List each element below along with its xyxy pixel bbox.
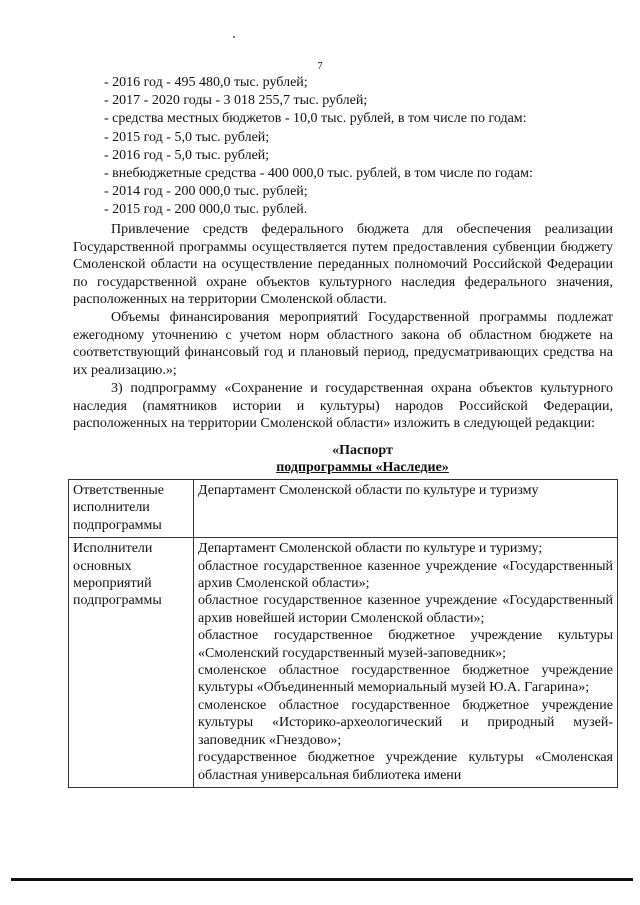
list-item: - 2015 год - 200 000,0 тыс. рублей. [104, 202, 308, 218]
scan-speck [233, 36, 235, 38]
executor-item: смоленское областное государственное бюджетное учреждение культуры «Историко-археологический и природный музей-заповедник «Гнездово»; [198, 697, 613, 748]
list-item: - 2016 год - 5,0 тыс. рублей; [104, 147, 270, 163]
budget-list [104, 74, 533, 220]
executor-item: областное государственное казенное учреждение «Государственный архив новейшей истории Смоленской области»; [198, 593, 613, 626]
row-label: Исполнители основных мероприятий подпрограммы [69, 538, 194, 788]
page-number: 7 [317, 60, 323, 72]
paragraph-federal-funds: Привлечение средств федерального бюджета для обеспечения реализации Государственной программы осуществляется путем предоставления субвенции бюджету Смоленской области на осуществление переданных полномочий Российской Федерации по государственной охране объектов культурного наследия федерального значения, расположенных на территории Смоленской области. [73, 222, 613, 308]
passport-title: «Паспорт [332, 443, 393, 458]
list-item: - внебюджетные средства - 400 000,0 тыс. рублей, в том числе по годам: [104, 166, 533, 182]
passport-table [68, 479, 618, 788]
executor-item: областное государственное бюджетное учреждение культуры «Смоленский государственный музей-заповедник»; [198, 628, 613, 661]
list-item: - 2015 год - 5,0 тыс. рублей; [104, 129, 270, 145]
page-bottom-rule [11, 878, 633, 881]
table-row [69, 480, 618, 538]
executor-item: смоленское областное государственное бюджетное учреждение культуры «Объединенный мемориальный музей Ю.А. Гагарина»; [198, 663, 613, 696]
row-label: Ответственные исполнители подпрограммы [69, 480, 194, 538]
executor-item: областное государственное казенное учреждение «Государственный архив Смоленской области»; [198, 558, 613, 592]
row-value: Департамент Смоленской области по культуре и туризму [194, 480, 618, 538]
row-value [194, 538, 618, 788]
paragraph-item-3: 3) подпрограмму «Сохранение и государственная охрана объектов культурного наследия (памятников истории и культуры) народов Российской Федерации, расположенных на территории Смоленской области» изложить в следующей редакции: [73, 381, 613, 432]
list-item: - средства местных бюджетов - 10,0 тыс. рублей, в том числе по годам: [104, 111, 527, 127]
executor-item: государственное бюджетное учреждение культуры «Смоленская областная универсальная библиотека имени [198, 750, 613, 783]
list-item: - 2016 год - 495 480,0 тыс. рублей; [104, 75, 308, 90]
table-row [69, 538, 618, 788]
list-item: - 2017 - 2020 годы - 3 018 255,7 тыс. рублей; [104, 93, 368, 109]
executor-item: Департамент Смоленской области по культуре и туризму; [198, 541, 543, 557]
list-item: - 2014 год - 200 000,0 тыс. рублей; [104, 184, 308, 200]
paragraph-funding-volumes: Объемы финансирования мероприятий Государственной программы подлежат ежегодному уточнению с учетом норм областного закона об областном бюджете на соответствующий финансовый год и плановый период, предусматривающих средства на их реализацию.»; [73, 310, 613, 378]
passport-subtitle: подпрограммы «Наследие» [276, 460, 449, 475]
